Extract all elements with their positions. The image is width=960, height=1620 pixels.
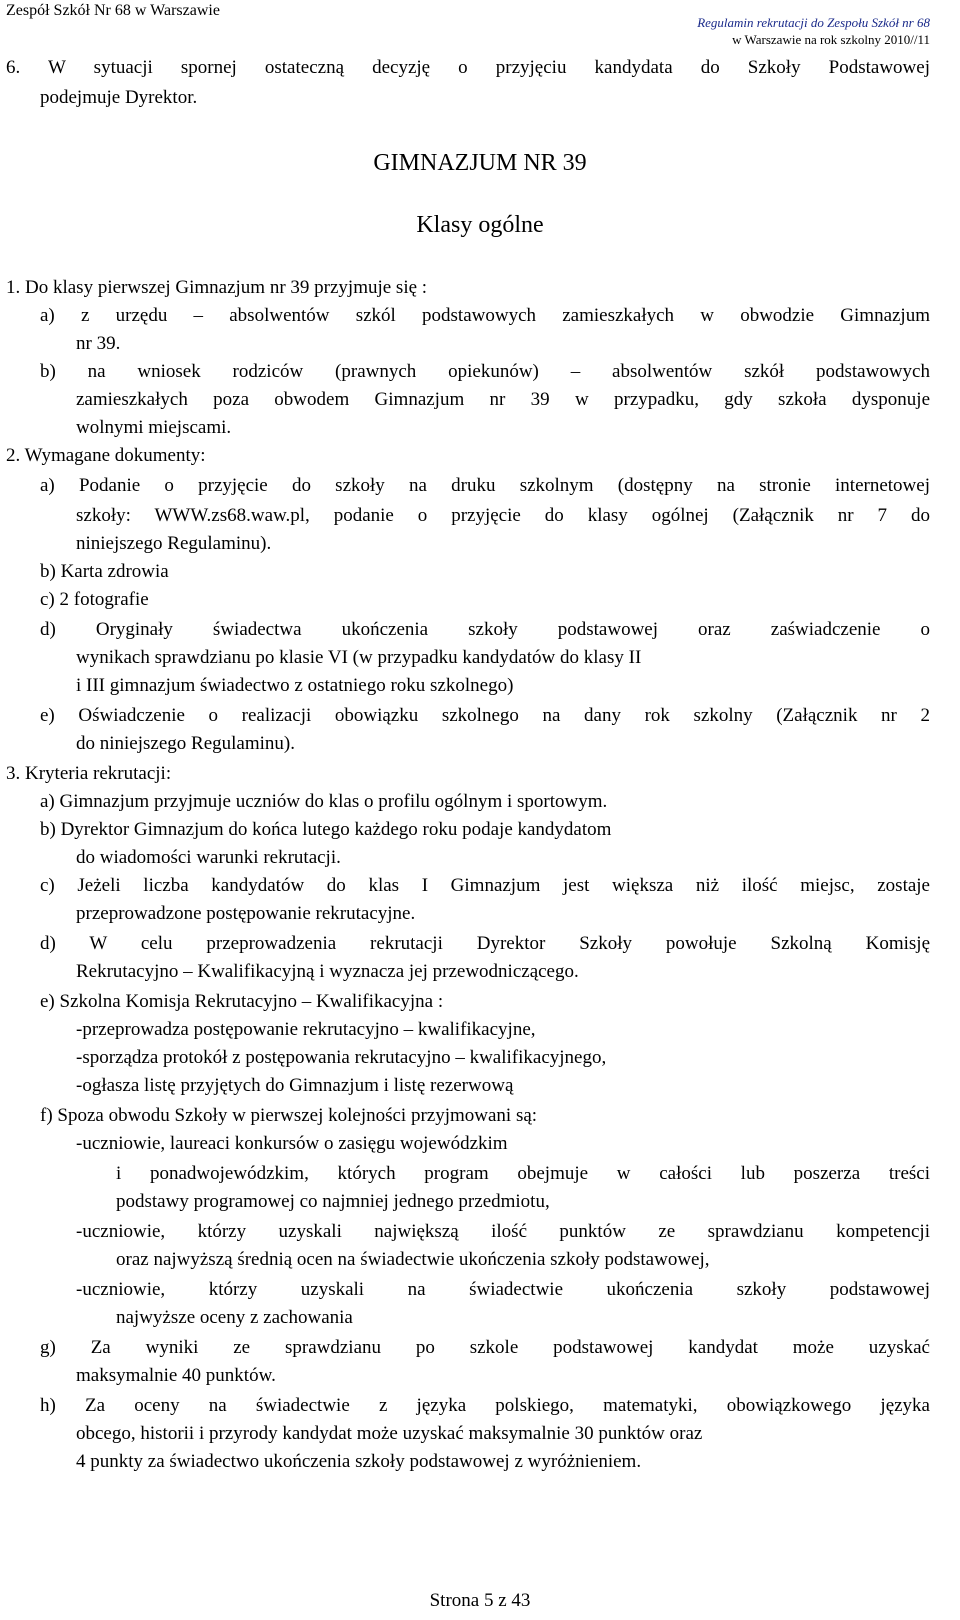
- list-item-continuation: -uczniowie, laureaci konkursów o zasięgu wojewódzkim: [76, 1133, 508, 1154]
- list-item: e) Oświadczenie o realizacji obowiązku szkolnego na dany rok szkolny (Załącznik nr 2: [40, 705, 930, 726]
- list-item-continuation: i ponadwojewódzkim, których program obejmuje w całości lub poszerza treści: [116, 1163, 930, 1184]
- paragraph-line: podejmuje Dyrektor.: [40, 87, 198, 108]
- list-item: 1. Do klasy pierwszej Gimnazjum nr 39 przyjmuje się :: [6, 277, 428, 298]
- list-item: f) Spoza obwodu Szkoły w pierwszej kolejności przyjmowani są:: [40, 1105, 538, 1126]
- list-item-continuation: nr 39.: [76, 333, 121, 354]
- list-item: a) z urzędu – absolwentów szkól podstawowych zamieszkałych w obwodzie Gimnazjum: [40, 305, 930, 326]
- list-item-continuation: niniejszego Regulaminu).: [76, 533, 272, 554]
- list-item-continuation: podstawy programowej co najmniej jednego przedmiotu,: [116, 1191, 550, 1212]
- section-heading: GIMNAZJUM NR 39: [373, 150, 587, 176]
- list-item: h) Za oceny na świadectwie z języka polskiego, matematyki, obowiązkowego języka: [40, 1395, 930, 1416]
- list-item: e) Szkolna Komisja Rekrutacyjno – Kwalifikacyjna :: [40, 991, 444, 1012]
- list-item-continuation: -ogłasza listę przyjętych do Gimnazjum i listę rezerwową: [76, 1075, 514, 1096]
- header-document-title: [697, 14, 930, 48]
- list-item: b) Karta zdrowia: [40, 561, 169, 582]
- list-item-continuation: -przeprowadza postępowanie rekrutacyjno – kwalifikacyjne,: [76, 1019, 536, 1040]
- list-item: g) Za wyniki ze sprawdzianu po szkole podstawowej kandydat może uzyskać: [40, 1337, 930, 1358]
- list-item: d) Oryginały świadectwa ukończenia szkoły podstawowej oraz zaświadczenie o: [40, 619, 930, 640]
- list-item: d) W celu przeprowadzenia rekrutacji Dyrektor Szkoły powołuje Szkolną Komisję: [40, 933, 930, 954]
- list-item-continuation: obcego, historii i przyrody kandydat może uzyskać maksymalnie 30 punktów oraz: [76, 1423, 703, 1444]
- header-school-name: Zespół Szkół Nr 68 w Warszawie: [6, 2, 220, 19]
- list-item-continuation: najwyższe oceny z zachowania: [116, 1307, 353, 1328]
- list-item-continuation: i III gimnazjum świadectwo z ostatniego roku szkolnego): [76, 675, 514, 696]
- list-item-continuation: Rekrutacyjno – Kwalifikacyjną i wyznacza jej przewodniczącego.: [76, 961, 579, 982]
- list-item: c) Jeżeli liczba kandydatów do klas I Gimnazjum jest większa niż ilość miejsc, zostaje: [40, 875, 930, 896]
- list-item-continuation: maksymalnie 40 punktów.: [76, 1365, 276, 1386]
- header-title-line1: Regulamin rekrutacji do Zespołu Szkół nr 68: [697, 15, 930, 30]
- list-item-continuation: -sporządza protokół z postępowania rekrutacyjno – kwalifikacyjnego,: [76, 1047, 607, 1068]
- paragraph-line: 6. W sytuacji spornej ostateczną decyzję o przyjęciu kandydata do Szkoły Podstawowej: [6, 57, 930, 78]
- header-title-line2: w Warszawie na rok szkolny 2010//11: [732, 32, 930, 47]
- list-item-continuation: wynikach sprawdzianu po klasie VI (w przypadku kandydatów do klasy II: [76, 647, 642, 668]
- list-item-continuation: -uczniowie, którzy uzyskali na świadectwie ukończenia szkoły podstawowej: [76, 1279, 930, 1300]
- list-item: 2. Wymagane dokumenty:: [6, 445, 206, 466]
- page-number: Strona 5 z 43: [429, 1590, 531, 1611]
- list-item: a) Gimnazjum przyjmuje uczniów do klas o profilu ogólnym i sportowym.: [40, 791, 608, 812]
- list-item: b) na wniosek rodziców (prawnych opiekunów) – absolwentów szkół podstawowych: [40, 361, 930, 382]
- list-item-continuation: szkoły: WWW.zs68.waw.pl, podanie o przyjęcie do klasy ogólnej (Załącznik nr 7 do: [76, 505, 930, 526]
- list-item: b) Dyrektor Gimnazjum do końca lutego każdego roku podaje kandydatom: [40, 819, 612, 840]
- list-item-continuation: 4 punkty za świadectwo ukończenia szkoły podstawowej z wyróżnieniem.: [76, 1451, 642, 1472]
- list-item: 3. Kryteria rekrutacji:: [6, 763, 172, 784]
- list-item-continuation: wolnymi miejscami.: [76, 417, 232, 438]
- list-item-continuation: przeprowadzone postępowanie rekrutacyjne.: [76, 903, 416, 924]
- list-item-continuation: do niniejszego Regulaminu).: [76, 733, 295, 754]
- list-item-continuation: do wiadomości warunki rekrutacji.: [76, 847, 341, 868]
- list-item: a) Podanie o przyjęcie do szkoły na druku szkolnym (dostępny na stronie internetowej: [40, 475, 930, 496]
- list-item: c) 2 fotografie: [40, 589, 149, 610]
- list-item-continuation: zamieszkałych poza obwodem Gimnazjum nr 39 w przypadku, gdy szkoła dysponuje: [76, 389, 930, 410]
- list-item-continuation: -uczniowie, którzy uzyskali największą ilość punktów ze sprawdzianu kompetencji: [76, 1221, 930, 1242]
- list-item-continuation: oraz najwyższą średnią ocen na świadectwie ukończenia szkoły podstawowej,: [116, 1249, 710, 1270]
- section-subheading: Klasy ogólne: [416, 212, 544, 238]
